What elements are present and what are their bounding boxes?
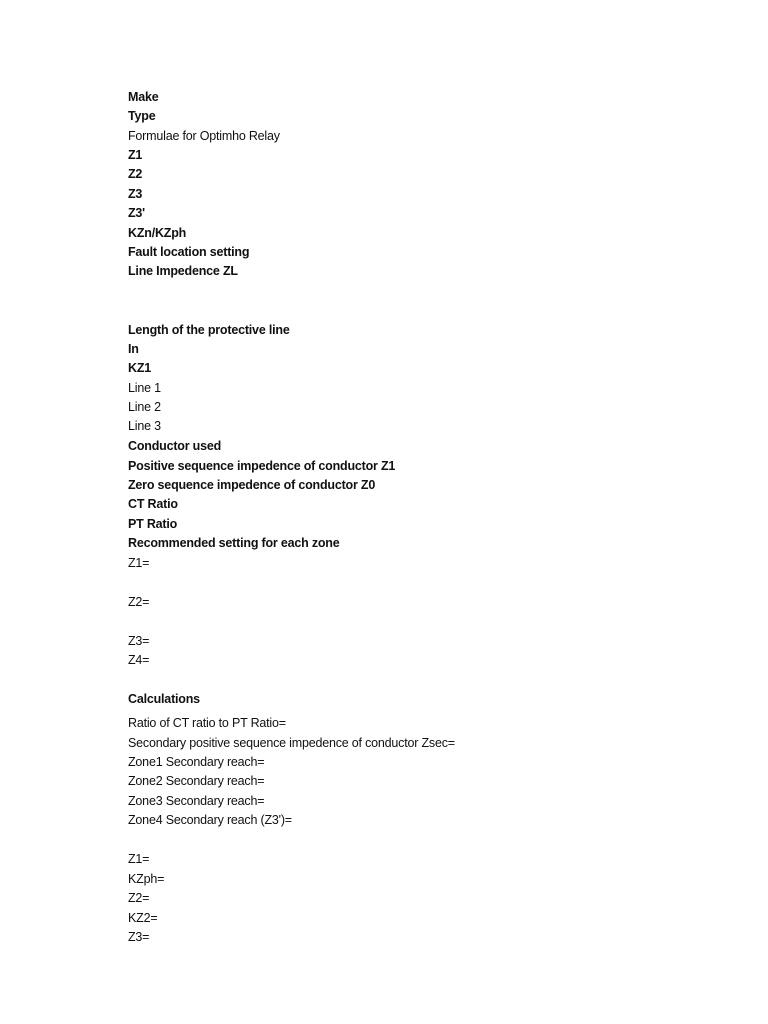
label-line-2: Line 2 xyxy=(128,400,161,414)
calc-zone3-reach: Zone3 Secondary reach= xyxy=(128,794,265,808)
calc-zone4-reach: Zone4 Secondary reach (Z3')= xyxy=(128,813,292,827)
label-z1: Z1 xyxy=(128,148,143,162)
label-line-1: Line 1 xyxy=(128,381,161,395)
heading-formulae: Formulae for Optimho Relay xyxy=(128,129,280,143)
label-type: Type xyxy=(128,109,156,123)
label-conductor-used: Conductor used xyxy=(128,439,222,453)
label-z3-prime: Z3' xyxy=(128,206,145,220)
setting-z1: Z1= xyxy=(128,556,150,570)
result-kzph: KZph= xyxy=(128,872,165,886)
label-line-3: Line 3 xyxy=(128,419,161,433)
calc-zone1-reach: Zone1 Secondary reach= xyxy=(128,755,265,769)
setting-z3: Z3= xyxy=(128,634,150,648)
calc-zone2-reach: Zone2 Secondary reach= xyxy=(128,774,265,788)
result-z1: Z1= xyxy=(128,852,150,866)
result-z3: Z3= xyxy=(128,930,150,944)
setting-z4: Z4= xyxy=(128,653,150,667)
label-in: In xyxy=(128,342,139,356)
result-kz2: KZ2= xyxy=(128,911,158,925)
label-ct-ratio: CT Ratio xyxy=(128,497,178,511)
label-kzn-kzph: KZn/KZph xyxy=(128,226,187,240)
calc-ct-pt-ratio: Ratio of CT ratio to PT Ratio= xyxy=(128,716,286,730)
label-z2: Z2 xyxy=(128,167,143,181)
label-line-length: Length of the protective line xyxy=(128,323,290,337)
label-z3: Z3 xyxy=(128,187,143,201)
heading-calculations: Calculations xyxy=(128,692,200,706)
heading-recommended-setting: Recommended setting for each zone xyxy=(128,536,340,550)
setting-z2: Z2= xyxy=(128,595,150,609)
label-line-impedence: Line Impedence ZL xyxy=(128,264,238,278)
label-positive-sequence-impedence: Positive sequence impedence of conductor Z1 xyxy=(128,459,396,473)
label-make: Make xyxy=(128,90,159,104)
label-kz1: KZ1 xyxy=(128,361,152,375)
label-zero-sequence-impedence: Zero sequence impedence of conductor Z0 xyxy=(128,478,376,492)
label-pt-ratio: PT Ratio xyxy=(128,517,178,531)
label-fault-location-setting: Fault location setting xyxy=(128,245,250,259)
result-z2: Z2= xyxy=(128,891,150,905)
calc-zsec: Secondary positive sequence impedence of conductor Zsec= xyxy=(128,736,455,750)
